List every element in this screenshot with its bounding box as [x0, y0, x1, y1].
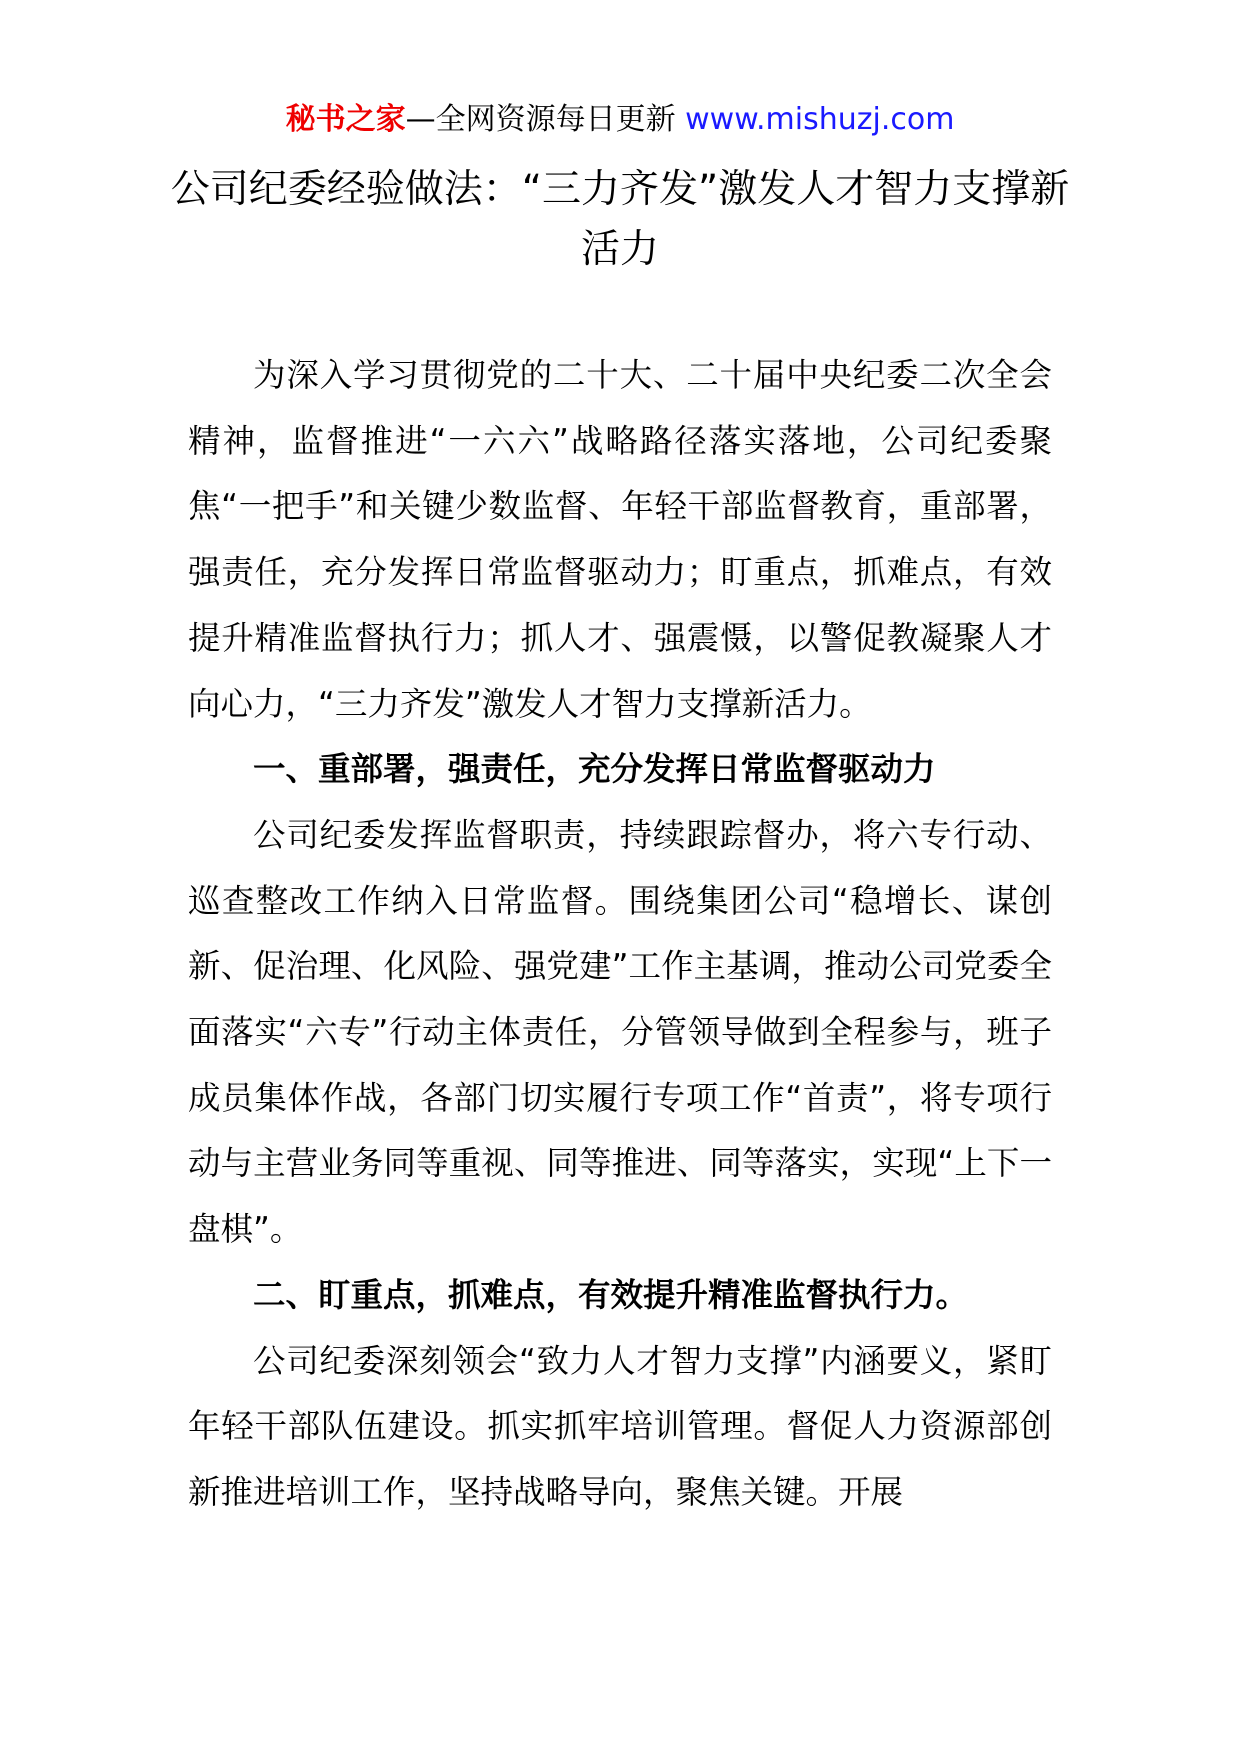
site-slogan: —全网资源每日更新 [405, 102, 686, 137]
document-title: 公司纪委经验做法：“三力齐发”激发人才智力支撑新活力 [170, 167, 1070, 272]
document-body [188, 343, 1052, 1526]
site-banner [0, 100, 1240, 140]
section-2-paragraph: 公司纪委深刻领会“致力人才智力支撑”内涵要义，紧盯年轻干部队伍建设。抓实抓牢培训管理。督促人力资源部创新推进培训工作，坚持战略导向，聚焦关键。开展 [188, 1341, 1052, 1511]
section-heading-1: 一、重部署，强责任，充分发挥日常监督驱动力 [253, 750, 936, 789]
section-heading-2: 二、盯重点，抓难点，有效提升精准监督执行力。 [253, 1275, 969, 1314]
site-brand: 秘书之家 [285, 102, 406, 137]
section-1-paragraph: 公司纪委发挥监督职责，持续跟踪督办，将六专行动、巡查整改工作纳入日常监督。围绕集团公司“稳增长、谋创新、促治理、化风险、强党建”工作主基调，推动公司党委全面落实“六专”行动主体责任，分管领导做到全程参与，班子成员集体作战，各部门切实履行专项工作“首责”，将专项行动与主营业务同等重视、同等推进、同等落实，实现“上下一盘棋”。 [188, 815, 1052, 1249]
site-url-link[interactable]: www.mishuzj.com [685, 102, 955, 137]
intro-paragraph: 为深入学习贯彻党的二十大、二十届中央纪委二次全会精神，监督推进“一六六”战略路径落实落地，公司纪委聚焦“一把手”和关键少数监督、年轻干部监督教育，重部署，强责任，充分发挥日常监督驱动力；盯重点，抓难点，有效提升精准监督执行力；抓人才、强震慑，以警促教凝聚人才向心力，“三力齐发”激发人才智力支撑新活力。 [188, 356, 1052, 723]
